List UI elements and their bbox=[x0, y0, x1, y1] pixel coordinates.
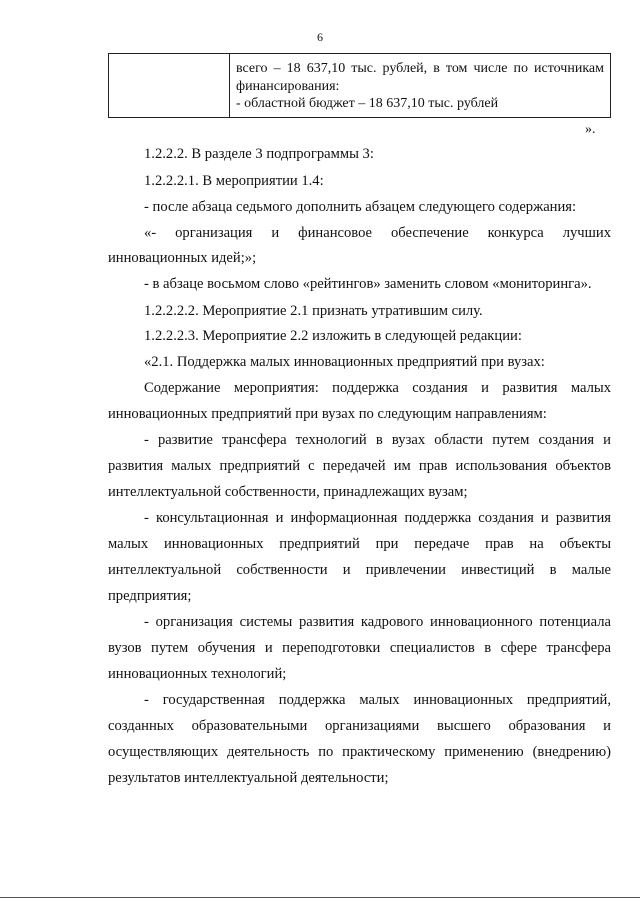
paragraph-line: вузов путем обучения и переподготовки специалистов в сфере трансфера bbox=[108, 640, 611, 656]
paragraph-line: «2.1. Поддержка малых инновационных предприятий при вузах: bbox=[144, 354, 545, 370]
paragraph-line: результатов интеллектуальной деятельности; bbox=[108, 770, 389, 786]
paragraph-line: 1.2.2.2.1. В мероприятии 1.4: bbox=[144, 173, 324, 189]
paragraph-line: «- организация и финансовое обеспечение конкурса лучших bbox=[144, 225, 611, 241]
paragraph-line: интеллектуальной собственности, принадлежащих вузам; bbox=[108, 484, 468, 500]
paragraph-line: Содержание мероприятия: поддержка создания и развития малых bbox=[144, 380, 611, 396]
closing-quote: ». bbox=[585, 122, 596, 137]
paragraph-line: развития малых предприятий с передачей им прав использования объектов bbox=[108, 458, 611, 474]
paragraph-line: - в абзаце восьмом слово «рейтингов» заменить словом «мониторинга». bbox=[144, 276, 592, 292]
paragraph-line: осуществляющих деятельность по практическому применению (внедрению) bbox=[108, 744, 611, 760]
paragraph-line: 1.2.2.2.2. Мероприятие 2.1 признать утратившим силу. bbox=[144, 303, 483, 319]
table-line: всего – 18 637,10 тыс. рублей, в том числе по источникам bbox=[236, 61, 604, 76]
paragraph-line: инновационных предприятий при вузах по следующим направлениям: bbox=[108, 406, 547, 422]
paragraph-line: инновационных технологий; bbox=[108, 666, 287, 682]
table-cell-empty bbox=[109, 54, 230, 117]
paragraph-line: инновационных идей;»; bbox=[108, 250, 257, 266]
paragraph-line: малых инновационных предприятий при передаче прав на объекты bbox=[108, 536, 611, 552]
paragraph-line: 1.2.2.2. В разделе 3 подпрограммы 3: bbox=[144, 146, 374, 162]
funding-table bbox=[108, 53, 611, 118]
paragraph-line: предприятия; bbox=[108, 588, 192, 604]
table-cell-funding bbox=[230, 54, 610, 117]
paragraph-line: 1.2.2.2.3. Мероприятие 2.2 изложить в следующей редакции: bbox=[144, 328, 522, 344]
paragraph-line: интеллектуальной собственности и привлечении инвестиций в малые bbox=[108, 562, 611, 578]
paragraph-line: - государственная поддержка малых инновационных предприятий, bbox=[144, 692, 611, 708]
paragraph-line: - развитие трансфера технологий в вузах области путем создания и bbox=[144, 432, 611, 448]
table-line: - областной бюджет – 18 637,10 тыс. рублей bbox=[236, 96, 499, 111]
paragraph-line: - организация системы развития кадрового инновационного потенциала bbox=[144, 614, 611, 630]
page-number: 6 bbox=[317, 30, 323, 44]
bottom-rule bbox=[0, 897, 640, 898]
paragraph-line: созданных образовательными организациями высшего образования и bbox=[108, 718, 611, 734]
paragraph-line: - после абзаца седьмого дополнить абзацем следующего содержания: bbox=[144, 199, 577, 215]
paragraph-line: - консультационная и информационная поддержка создания и развития bbox=[144, 510, 611, 526]
table-line: финансирования: bbox=[236, 78, 340, 94]
